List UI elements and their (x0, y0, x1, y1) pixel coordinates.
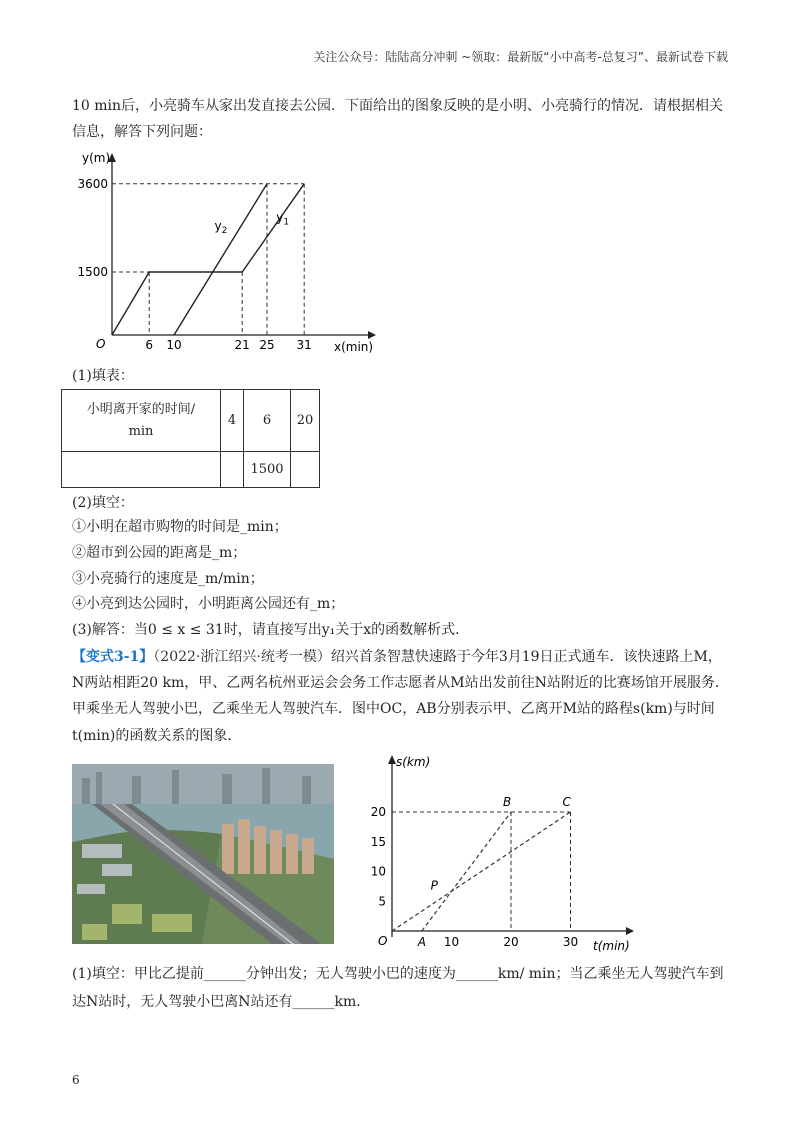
q-last-line-1: (1)填空：甲比乙提前______分钟出发；无人驾驶小巴的速度为______km/ min；当乙乘坐无人驾驶汽车到 (72, 966, 724, 982)
q2-item: ④小亮到达公园时，小明距离公园还有_m； (72, 596, 345, 612)
aerial-photo-expressway (72, 764, 334, 944)
table-cell: 4 (221, 390, 244, 452)
y-axis-label: y(m) (82, 151, 111, 165)
variant-source: （2022·浙江绍兴·统考一模） (153, 649, 331, 665)
x-tick-label: 21 (234, 338, 250, 352)
table-cell[interactable] (62, 452, 221, 488)
table-cell: 6 (244, 390, 291, 452)
variant-line-1 (72, 647, 722, 667)
x-tick-label: 25 (259, 338, 275, 352)
table-cell[interactable] (221, 452, 244, 488)
variant-text: 绍兴首条智慧快速路于今年3月19日正式通车．该快速路上M， (330, 649, 722, 665)
series-line-y2 (174, 184, 267, 335)
chart-distance-time-1 (72, 148, 392, 358)
y-tick-label: 15 (370, 834, 386, 849)
origin-label: O (378, 934, 388, 948)
fill-in-table (61, 389, 320, 488)
x-tick-label: 6 (145, 338, 154, 352)
series-line-y1 (112, 184, 304, 335)
x-tick-label: 20 (503, 935, 519, 949)
intro-line-2: 信息，解答下列问题： (72, 124, 212, 140)
table-cell: 20 (291, 390, 320, 452)
x-axis-label: t(min) (593, 939, 630, 953)
y-axis-label: s(km) (396, 755, 431, 769)
point-label-c: C (562, 795, 571, 809)
table-cell: 1500 (244, 452, 291, 488)
q-last-line-2: 达N站时，无人驾驶小巴离N站还有______km． (72, 994, 371, 1010)
page-number: 6 (72, 1073, 80, 1087)
series-label-y1: $y_1$ (276, 210, 290, 228)
x-tick-label: 10 (443, 935, 460, 949)
table-cell[interactable] (291, 452, 320, 488)
origin-label: O (96, 337, 106, 351)
intro-line-1: 10 min后，小亮骑车从家出发直接去公园．下面给出的图象反映的是小明、小亮骑行的情况．请根据相关 (72, 98, 724, 114)
table-row1-header: 小明离开家的时间/ min (62, 390, 221, 452)
q2-item: ③小亮骑行的速度是_m/min； (72, 571, 264, 587)
series-line-OC (392, 812, 571, 931)
variant-line-2: N两站相距20 km，甲、乙两名杭州亚运会会务工作志愿者从M站出发前往N站附近的比赛场馆开展服务． (72, 675, 729, 691)
y-tick-label: 10 (370, 864, 386, 879)
series-line-AB (422, 812, 511, 931)
x-tick-label: 30 (562, 935, 579, 949)
q2-title: (2)填空： (72, 495, 134, 511)
variant-tag: 【变式3-1】 (72, 649, 154, 665)
x-tick-label: 31 (296, 338, 312, 352)
y-tick-label: 5 (378, 894, 386, 909)
q1-title: (1)填表： (72, 368, 134, 384)
chart-distance-time-2 (364, 750, 650, 960)
y-tick-label: 3600 (77, 176, 108, 191)
y-tick-label: 1500 (77, 265, 108, 279)
x-axis-label: x(min) (334, 340, 374, 354)
q2-item: ①小明在超市购物的时间是_min； (72, 519, 288, 535)
y-tick-label: 20 (370, 805, 386, 819)
x-axis-arrow (626, 927, 634, 935)
point-label-p: P (430, 878, 438, 893)
x-axis-arrow (368, 331, 376, 339)
variant-line-3: 甲乘坐无人驾驶小巴，乙乘坐无人驾驶汽车．图中OC，AB分别表示甲、乙离开M站的路程s(km)与时间 (72, 701, 715, 717)
y-axis-arrow (388, 755, 396, 764)
x-tick-label: 10 (166, 338, 182, 352)
point-label-a: A (417, 935, 426, 949)
q3-text: (3)解答：当0 ≤ x ≤ 31时，请直接写出y₁关于x的函数解析式． (72, 622, 470, 638)
page-header: 关注公众号：陆陆高分冲刺 ~领取：最新版“小中高考-总复习”、最新试卷下载 (313, 50, 728, 64)
q2-item: ②超市到公园的距离是_m； (72, 545, 247, 561)
point-label-b: B (503, 795, 512, 809)
series-label-y2: $y_2$ (214, 219, 228, 236)
variant-line-4: t(min)的函数关系的图象． (72, 728, 242, 744)
